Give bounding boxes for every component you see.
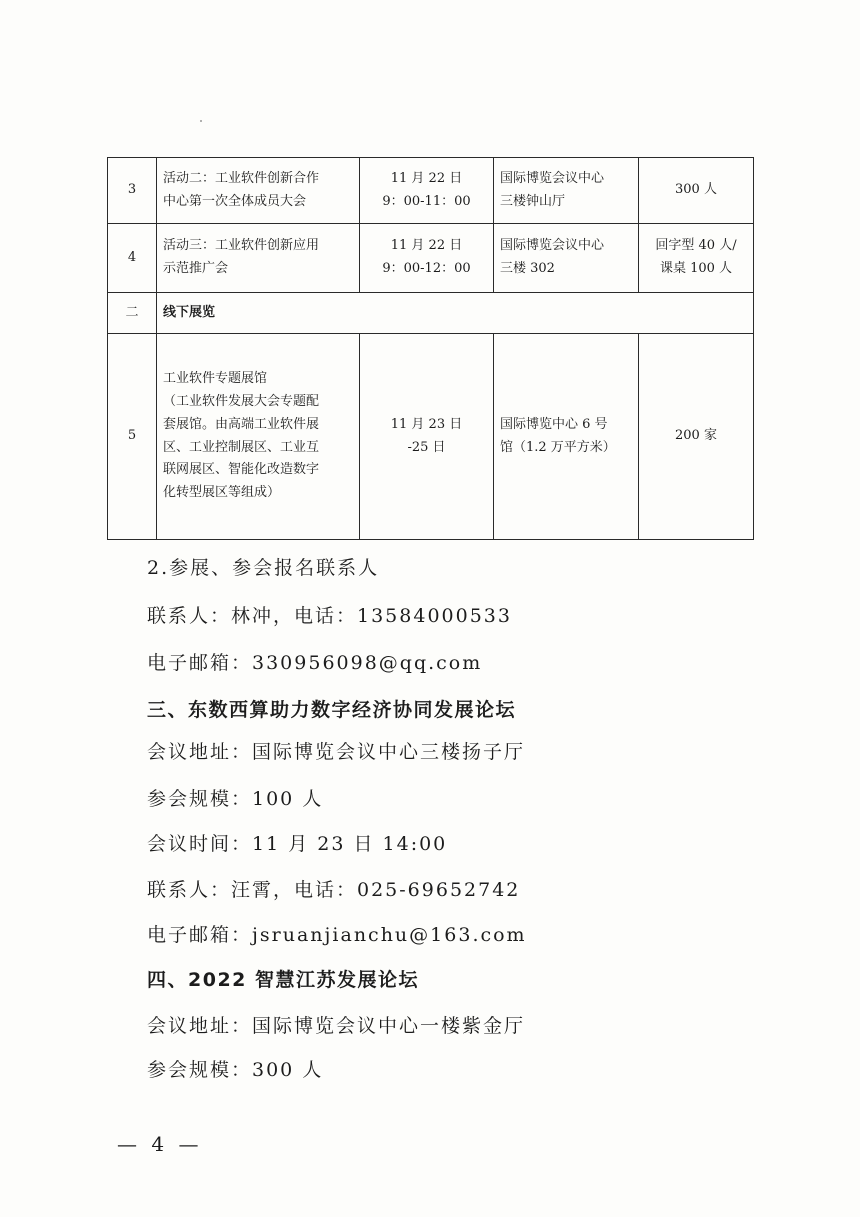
table-section-row — [108, 293, 754, 334]
activity-name — [157, 158, 360, 224]
activity-venue — [494, 224, 639, 293]
activity-name-line: 中心第一次全体成员大会 — [163, 193, 307, 209]
row-number: 3 — [108, 158, 157, 224]
activity-name-line: 示范推广会 — [163, 261, 229, 276]
activity-time-line: 11 月 23 日 — [390, 416, 463, 432]
activity-time — [360, 224, 494, 293]
meeting-scale-line: 参会规模：100 人 — [147, 788, 324, 810]
activity-scale — [639, 334, 754, 540]
activity-venue — [494, 334, 639, 540]
activity-time-line: 11 月 22 日 — [390, 170, 463, 186]
activity-time-line: 9：00-11：00 — [382, 193, 471, 209]
activity-venue-line: 国际博览会议中心 — [500, 238, 605, 254]
email-line: 电子邮箱：jsruanjianchu@163.com — [147, 924, 527, 946]
activity-time-line: 11 月 22 日 — [390, 238, 463, 254]
page-number: — 4 — — [117, 1132, 203, 1156]
activity-name-line: （工业软件发展大会专题配 — [163, 394, 320, 409]
program-table — [107, 157, 754, 540]
email-line: 电子邮箱：330956098@qq.com — [147, 652, 483, 674]
section-four-heading: 四、2022 智慧江苏发展论坛 — [147, 969, 419, 991]
activity-venue-line: 国际博览中心 6 号 — [500, 416, 608, 432]
section-three-heading: 三、东数西算助力数字经济协同发展论坛 — [147, 699, 517, 721]
subsection-contacts-title: 2.参展、参会报名联系人 — [147, 557, 380, 579]
row-number: 4 — [108, 224, 157, 293]
activity-time-line: -25 日 — [407, 439, 446, 455]
table-row — [108, 334, 754, 540]
activity-name-line: 化转型展区等组成） — [163, 485, 281, 500]
activity-scale — [639, 224, 754, 293]
row-number: 5 — [108, 334, 157, 540]
meeting-scale-line: 参会规模：300 人 — [147, 1059, 324, 1081]
meeting-address-line: 会议地址：国际博览会议中心一楼紫金厅 — [147, 1015, 526, 1037]
activity-name-line: 联网展区、智能化改造数字 — [163, 462, 320, 478]
activity-venue-line: 三楼 302 — [500, 261, 555, 276]
meeting-address-line: 会议地址：国际博览会议中心三楼扬子厅 — [147, 741, 526, 763]
activity-name-line: 活动三：工业软件创新应用 — [163, 238, 320, 254]
activity-name-line: 工业软件专题展馆 — [163, 371, 268, 387]
activity-venue-line: 馆（1.2 万平方米） — [500, 439, 616, 455]
activity-name-line: 活动二：工业软件创新合作 — [163, 170, 320, 186]
activity-name-line: 区、工业控制展区、工业互 — [163, 439, 320, 455]
table-row — [108, 158, 754, 224]
activity-time — [360, 334, 494, 540]
activity-venue-line: 国际博览会议中心 — [500, 170, 605, 186]
activity-time-line: 9：00-12：00 — [382, 261, 471, 276]
contact-line: 联系人：汪霄，电话：025-69652742 — [147, 879, 521, 901]
activity-name — [157, 224, 360, 293]
activity-venue-line: 三楼钟山厅 — [500, 193, 566, 209]
activity-time — [360, 158, 494, 224]
activity-venue — [494, 158, 639, 224]
section-number: 二 — [108, 293, 157, 334]
activity-name-line: 套展馆。由高端工业软件展 — [163, 416, 320, 432]
activity-scale-line: 课桌 100 人 — [659, 261, 733, 276]
scan-speck — [200, 120, 202, 122]
table-row — [108, 224, 754, 293]
contact-line: 联系人：林冲，电话：13584000533 — [147, 605, 512, 627]
meeting-time-line: 会议时间：11 月 23 日 14:00 — [147, 833, 448, 855]
activity-scale-line: 回字型 40 人/ — [655, 238, 737, 254]
activity-scale-line: 300 人 — [675, 182, 717, 198]
activity-scale — [639, 158, 754, 224]
activity-scale-line: 200 家 — [675, 428, 717, 444]
section-title: 线下展览 — [157, 293, 754, 334]
activity-name — [157, 334, 360, 540]
